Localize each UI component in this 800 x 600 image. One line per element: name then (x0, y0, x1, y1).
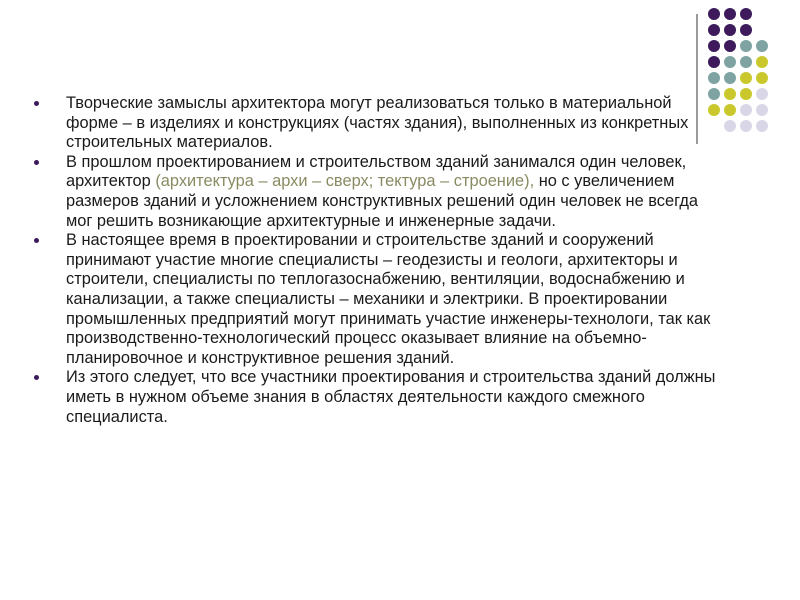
dot-icon (724, 104, 736, 116)
dot-icon (708, 72, 720, 84)
dot-icon (740, 8, 752, 20)
bullet-dot-icon (34, 375, 39, 380)
bullet-dot-icon (34, 160, 39, 165)
dot-icon (724, 8, 736, 20)
dot-icon (708, 56, 720, 68)
bullet-text: В настоящее время в проектировании и строительстве зданий и сооружений принимают участие многие специалисты – геодезисты и геологи, архитекторы и строители, специалисты по теплогазоснабжению, вентиляции, водоснабжению и канализации, а также специалисты – механики и электрики. В проектировании промышленных предприятий могут принимать участие инженеры-технологи, так как производственно-технологический процесс оказывает влияние на объемно-планировочное и конструктивное решения зданий. (66, 231, 711, 367)
dot-icon (740, 24, 752, 36)
list-item (34, 153, 718, 231)
dot-icon (724, 56, 736, 68)
dot-icon (708, 24, 720, 36)
dot-icon (740, 56, 752, 68)
dot-icon (756, 120, 768, 132)
dot-icon (740, 40, 752, 52)
list-item (34, 368, 718, 427)
etymology-note: (архитектура – архи – сверх; тектура – строение), (155, 172, 535, 191)
dot-icon (740, 88, 752, 100)
bullet-dot-icon (34, 238, 39, 243)
bullet-text: Творческие замыслы архитектора могут реализоваться только в материальной форме – в изделиях и конструкциях (частях здания), выполненных из конкретных строительных материалов. (66, 94, 689, 152)
dot-icon (724, 120, 736, 132)
list-item (34, 231, 718, 368)
dot-icon (740, 104, 752, 116)
bullet-list (34, 94, 718, 427)
dot-icon (708, 40, 720, 52)
dot-icon (756, 72, 768, 84)
dot-icon (724, 72, 736, 84)
list-item (34, 94, 718, 153)
bullet-text-part: но с увеличением размеров зданий и усложнением конструктивных решений один человек не всегда мог решить возникающие архитектурные и инженерные задачи. (66, 172, 699, 230)
dot-icon (724, 24, 736, 36)
dot-icon (708, 8, 720, 20)
dot-icon (756, 40, 768, 52)
dot-icon (756, 56, 768, 68)
bullet-text: Из этого следует, что все участники проектирования и строительства зданий должны иметь в нужном объеме знания в областях деятельности каждого смежного специалиста. (66, 368, 716, 426)
dot-icon (756, 104, 768, 116)
dot-icon (724, 88, 736, 100)
dot-icon (740, 120, 752, 132)
dot-icon (756, 88, 768, 100)
dot-icon (740, 72, 752, 84)
dot-icon (724, 40, 736, 52)
dot-grid-ornament-icon (708, 8, 800, 136)
bullet-text-part: В прошлом проектированием и строительством зданий занимался один человек, архитектор (66, 152, 687, 191)
bullet-dot-icon (34, 101, 39, 106)
